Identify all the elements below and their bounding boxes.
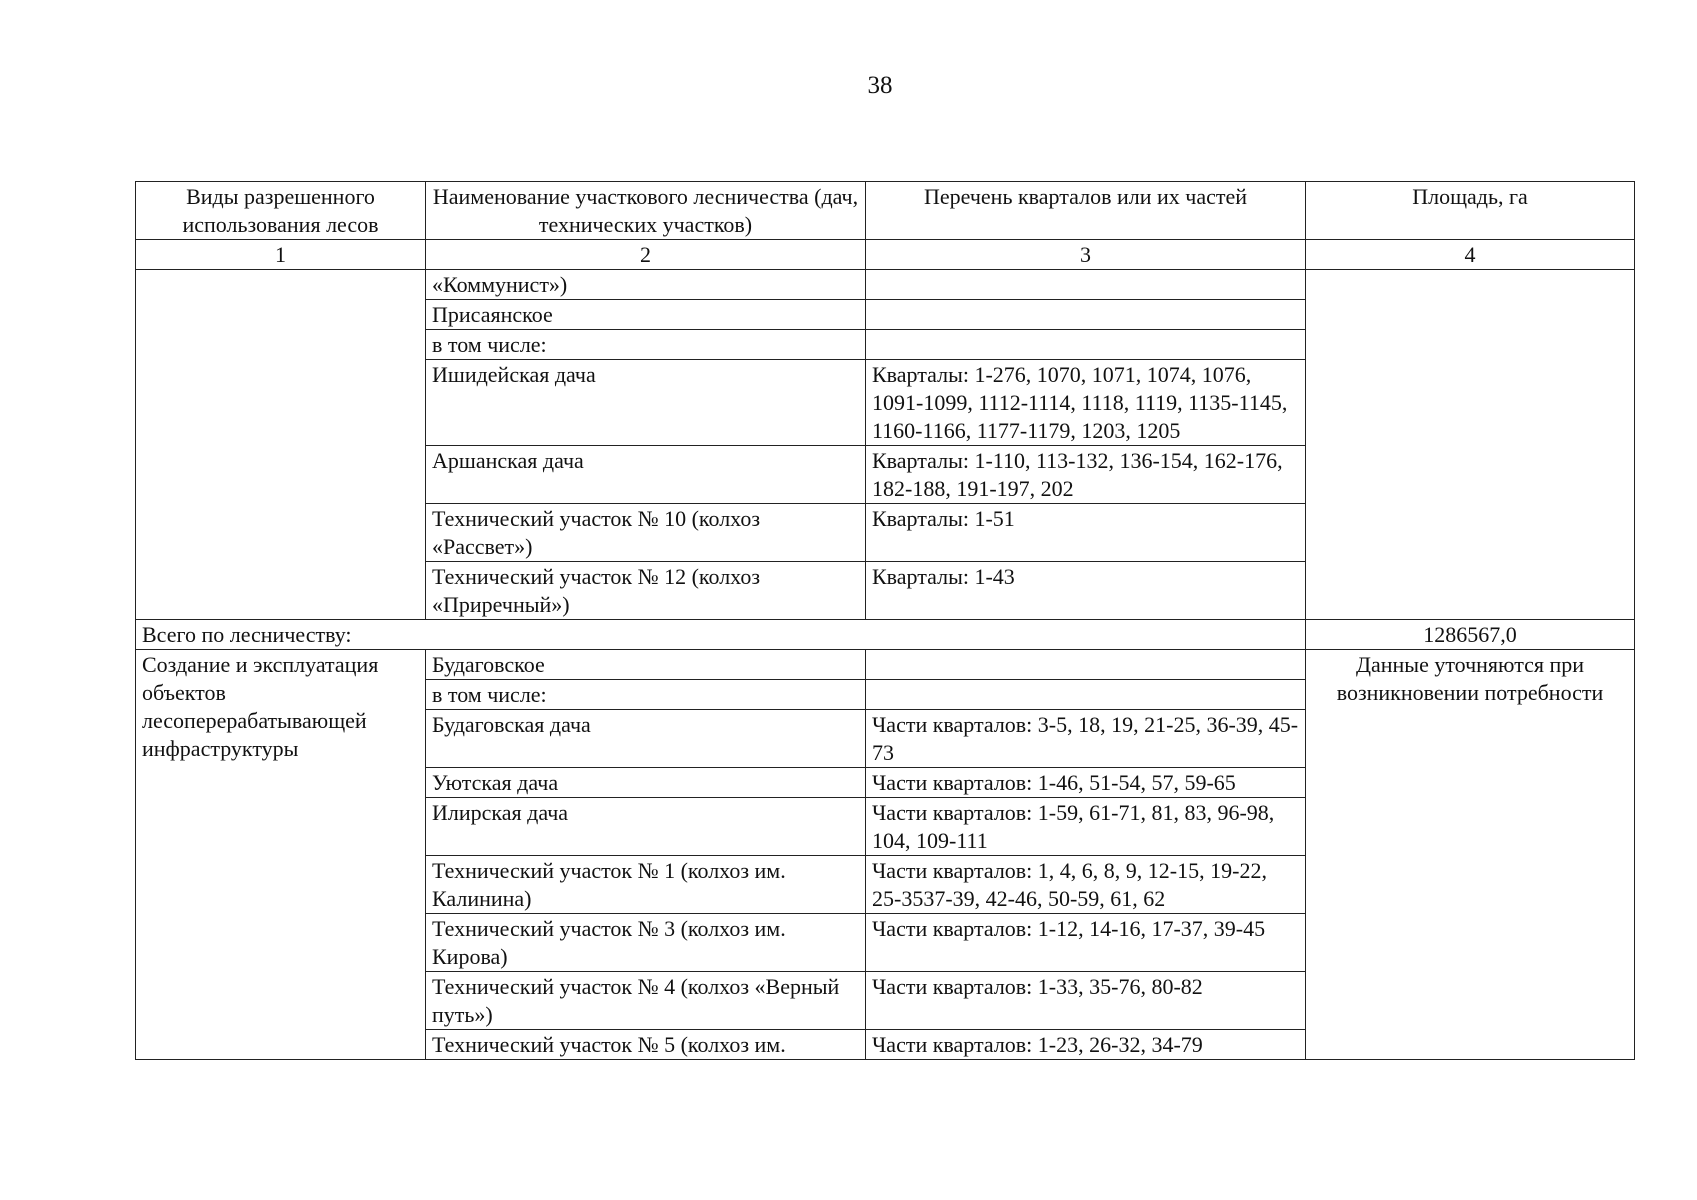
table-row: [136, 270, 1635, 300]
column-number-row: [136, 240, 1635, 270]
forestry-name-cell: Будаговское: [426, 650, 866, 680]
total-label: Всего по лесничеству:: [136, 620, 1306, 650]
column-number: 3: [866, 240, 1306, 270]
forestry-name-cell: «Коммунист»): [426, 270, 866, 300]
forestry-name-cell: Технический участок № 3 (колхоз им. Кирова): [426, 914, 866, 972]
quarters-cell: Части кварталов: 1-59, 61-71, 81, 83, 96-98, 104, 109-111: [866, 798, 1306, 856]
quarters-cell: Части кварталов: 1-23, 26-32, 34-79: [866, 1030, 1306, 1060]
table-row: [136, 650, 1635, 680]
forestry-name-cell: в том числе:: [426, 330, 866, 360]
quarters-cell: [866, 300, 1306, 330]
quarters-cell: [866, 680, 1306, 710]
quarters-cell: Части кварталов: 1-12, 14-16, 17-37, 39-45: [866, 914, 1306, 972]
forestry-name-cell: Ишидейская дача: [426, 360, 866, 446]
header-cell: Виды разрешенного использования лесов: [136, 182, 426, 240]
forestry-name-cell: Будаговская дача: [426, 710, 866, 768]
quarters-cell: Кварталы: 1-43: [866, 562, 1306, 620]
forestry-name-cell: Технический участок № 12 (колхоз «Приречный»): [426, 562, 866, 620]
column-number: 4: [1306, 240, 1635, 270]
forestry-name-cell: Технический участок № 5 (колхоз им.: [426, 1030, 866, 1060]
quarters-cell: [866, 270, 1306, 300]
quarters-cell: [866, 330, 1306, 360]
area-cell: [1306, 270, 1635, 620]
use-type-cell: [136, 270, 426, 620]
page-number: 38: [867, 72, 893, 99]
quarters-cell: Части кварталов: 1-33, 35-76, 80-82: [866, 972, 1306, 1030]
header-cell: Площадь, га: [1306, 182, 1635, 240]
column-number: 2: [426, 240, 866, 270]
forestry-name-cell: Технический участок № 1 (колхоз им. Калинина): [426, 856, 866, 914]
total-row: [136, 620, 1635, 650]
forestry-name-cell: Аршанская дача: [426, 446, 866, 504]
column-number: 1: [136, 240, 426, 270]
quarters-cell: Части кварталов: 3-5, 18, 19, 21-25, 36-39, 45-73: [866, 710, 1306, 768]
quarters-cell: [866, 650, 1306, 680]
forestry-name-cell: Уютская дача: [426, 768, 866, 798]
header-cell: Перечень кварталов или их частей: [866, 182, 1306, 240]
header-cell: Наименование участкового лесничества (дач, технических участков): [426, 182, 866, 240]
forest-use-table: [135, 181, 1635, 1060]
forestry-name-cell: Илирская дача: [426, 798, 866, 856]
forestry-name-cell: Технический участок № 10 (колхоз «Рассвет»): [426, 504, 866, 562]
quarters-cell: Части кварталов: 1-46, 51-54, 57, 59-65: [866, 768, 1306, 798]
use-type-cell: Создание и эксплуатация объектов лесоперерабатывающей инфраструктуры: [136, 650, 426, 1060]
area-cell: Данные уточняются при возникновении потребности: [1306, 650, 1635, 1060]
table-header-row: [136, 182, 1635, 240]
forestry-name-cell: Присаянское: [426, 300, 866, 330]
quarters-cell: Кварталы: 1-110, 113-132, 136-154, 162-176, 182-188, 191-197, 202: [866, 446, 1306, 504]
quarters-cell: Кварталы: 1-51: [866, 504, 1306, 562]
total-area: 1286567,0: [1306, 620, 1635, 650]
quarters-cell: Кварталы: 1-276, 1070, 1071, 1074, 1076, 1091-1099, 1112-1114, 1118, 1119, 1135-1145, 1160-1166, 1177-1179, 1203, 1205: [866, 360, 1306, 446]
forestry-name-cell: Технический участок № 4 (колхоз «Верный путь»): [426, 972, 866, 1030]
quarters-cell: Части кварталов: 1, 4, 6, 8, 9, 12-15, 19-22, 25-3537-39, 42-46, 50-59, 61, 62: [866, 856, 1306, 914]
forestry-name-cell: в том числе:: [426, 680, 866, 710]
